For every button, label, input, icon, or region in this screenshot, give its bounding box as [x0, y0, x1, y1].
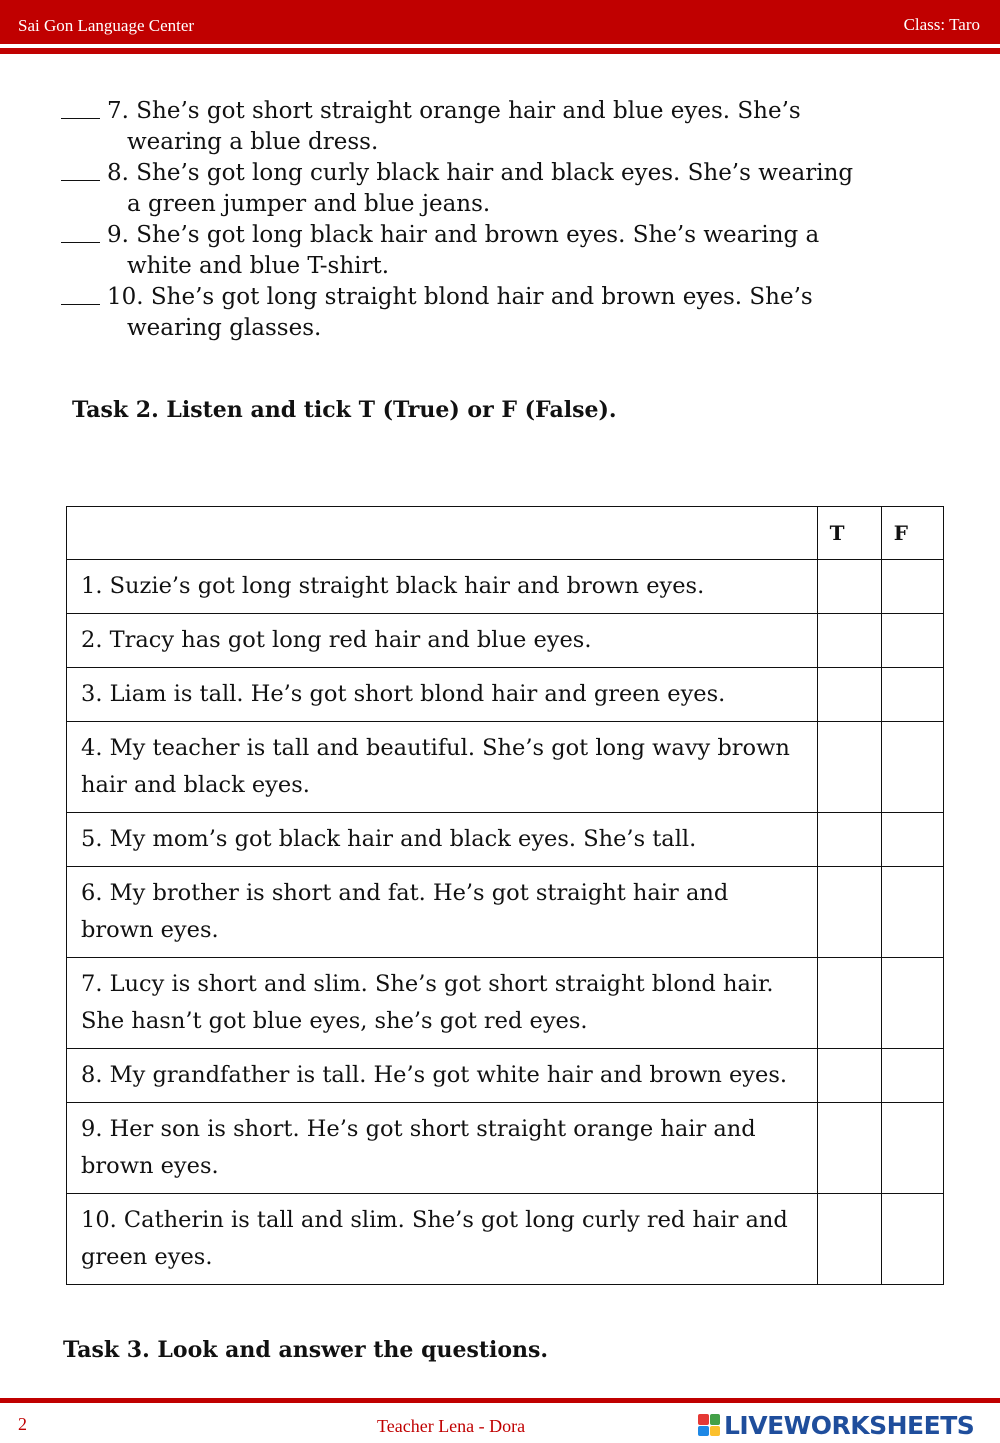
table-row: [67, 1049, 944, 1103]
table-header-row: [67, 507, 944, 560]
statement-cell: 10. Catherin is tall and slim. She’s got long curly red hair and green eyes.: [67, 1194, 818, 1285]
table-row: [67, 614, 944, 668]
task2-title: Task 2. Listen and tick T (True) or F (False).: [72, 397, 617, 423]
statement-cell: 5. My mom’s got black hair and black eyes. She’s tall.: [67, 813, 818, 867]
true-checkbox-cell[interactable]: [817, 1103, 881, 1194]
false-checkbox-cell[interactable]: [881, 1049, 943, 1103]
statement-cell: 7. Lucy is short and slim. She’s got short straight blond hair. She hasn’t got blue eyes, she’s got red eyes.: [67, 958, 818, 1049]
page-number: 2: [18, 1414, 27, 1434]
answer-blank[interactable]: [61, 158, 100, 181]
item-number: 7.: [107, 98, 129, 124]
statement-cell: 8. My grandfather is tall. He’s got white hair and brown eyes.: [67, 1049, 818, 1103]
table-row: [67, 1103, 944, 1194]
true-checkbox-cell[interactable]: [817, 614, 881, 668]
true-checkbox-cell[interactable]: [817, 1049, 881, 1103]
answer-blank[interactable]: [61, 96, 100, 119]
true-checkbox-cell[interactable]: [817, 813, 881, 867]
false-header: F: [881, 507, 943, 560]
item-text: She’s got short straight orange hair and blue eyes. She’s: [136, 98, 801, 124]
task3-title: Task 3. Look and answer the questions.: [63, 1337, 549, 1363]
item-text-cont: wearing glasses.: [127, 315, 322, 341]
item-number: 10.: [107, 284, 144, 310]
false-checkbox-cell[interactable]: [881, 813, 943, 867]
center-name: Sai Gon Language Center: [18, 16, 195, 35]
true-checkbox-cell[interactable]: [817, 1194, 881, 1285]
list-item: [61, 96, 941, 158]
answer-blank[interactable]: [61, 220, 100, 243]
statement-cell: 2. Tracy has got long red hair and blue eyes.: [67, 614, 818, 668]
false-checkbox-cell[interactable]: [881, 560, 943, 614]
false-checkbox-cell[interactable]: [881, 1194, 943, 1285]
item-text: She’s got long black hair and brown eyes. She’s wearing a: [136, 222, 820, 248]
liveworksheets-logo-icon: [698, 1414, 720, 1436]
false-checkbox-cell[interactable]: [881, 867, 943, 958]
true-checkbox-cell[interactable]: [817, 958, 881, 1049]
item-text-cont: wearing a blue dress.: [127, 129, 379, 155]
task1-list: [61, 96, 941, 344]
liveworksheets-logo-text: LIVEWORKSHEETS: [724, 1410, 975, 1440]
item-text-cont: white and blue T-shirt.: [127, 253, 390, 279]
table-row: [67, 560, 944, 614]
true-checkbox-cell[interactable]: [817, 867, 881, 958]
statement-header: [67, 507, 818, 560]
false-checkbox-cell[interactable]: [881, 614, 943, 668]
statement-cell: 6. My brother is short and fat. He’s got straight hair and brown eyes.: [67, 867, 818, 958]
table-row: [67, 958, 944, 1049]
false-checkbox-cell[interactable]: [881, 722, 943, 813]
footer-rule: [0, 1398, 1000, 1403]
table-row: [67, 722, 944, 813]
list-item: [61, 282, 941, 344]
header-rule: [0, 48, 1000, 54]
item-text: She’s got long curly black hair and black eyes. She’s wearing: [136, 160, 854, 186]
table-row: [67, 867, 944, 958]
statement-cell: 1. Suzie’s got long straight black hair and brown eyes.: [67, 560, 818, 614]
item-text: She’s got long straight blond hair and brown eyes. She’s: [150, 284, 813, 310]
true-checkbox-cell[interactable]: [817, 560, 881, 614]
liveworksheets-logo[interactable]: [698, 1410, 974, 1440]
teacher-name: Teacher Lena - Dora: [377, 1416, 526, 1436]
true-checkbox-cell[interactable]: [817, 722, 881, 813]
statement-cell: 9. Her son is short. He’s got short straight orange hair and brown eyes.: [67, 1103, 818, 1194]
true-false-table: [66, 506, 944, 1285]
false-checkbox-cell[interactable]: [881, 1103, 943, 1194]
table-row: [67, 1194, 944, 1285]
table-row: [67, 813, 944, 867]
item-text-cont: a green jumper and blue jeans.: [127, 191, 491, 217]
table-row: [67, 668, 944, 722]
false-checkbox-cell[interactable]: [881, 958, 943, 1049]
item-number: 8.: [107, 160, 129, 186]
list-item: [61, 220, 941, 282]
answer-blank[interactable]: [61, 282, 100, 305]
true-header: T: [817, 507, 881, 560]
false-checkbox-cell[interactable]: [881, 668, 943, 722]
item-number: 9.: [107, 222, 129, 248]
true-checkbox-cell[interactable]: [817, 668, 881, 722]
list-item: [61, 158, 941, 220]
statement-cell: 3. Liam is tall. He’s got short blond hair and green eyes.: [67, 668, 818, 722]
class-name: Class: Taro: [903, 15, 980, 34]
statement-cell: 4. My teacher is tall and beautiful. She’s got long wavy brown hair and black eyes.: [67, 722, 818, 813]
